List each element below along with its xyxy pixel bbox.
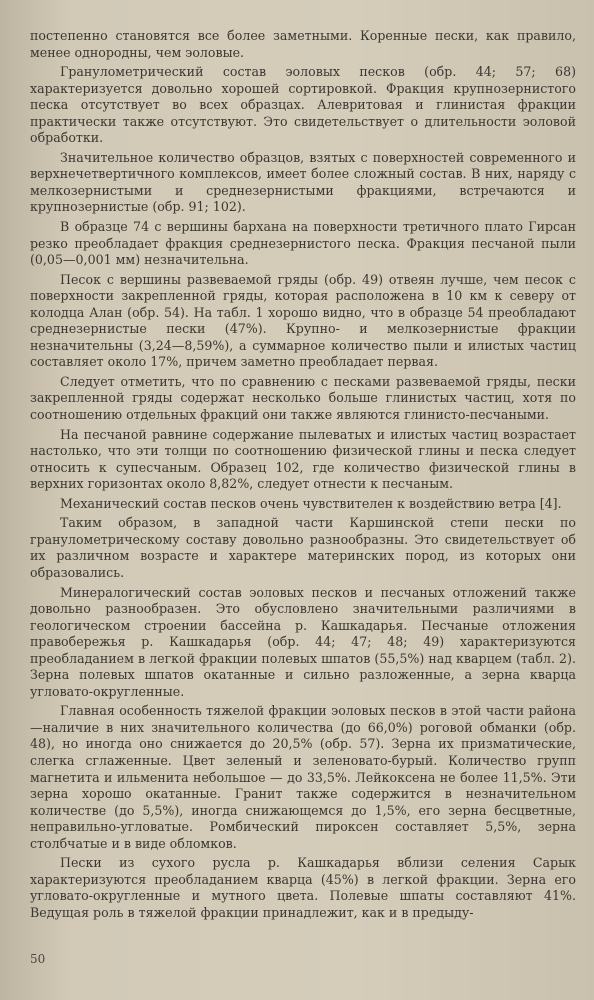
paragraph: На песчаной равнине содержание пылеватых и илистых частиц возрастает настолько, что эти толщи по соотношению физической глины и песка следует относить к супесчаным. Образец 102, где количество физической глины в верхних горизонтах около 8,82%, следует отнести к песчаным. [30,426,576,492]
paragraph: Минералогический состав эоловых песков и песчаных отложений также довольно разнообразен. Это обусловлено значительными различиями в геологическом строении бассейна р. Кашкадарья. Песчаные отложения правобережья р. Кашкадарья (обр. 44; 47; 48; 49) характеризуются преобладанием в легкой фракции полевых шпатов (55,5%) над кварцем (табл. 2). Зерна полевых шпатов окатанные и сильно разложенные, а зерна кварца угловато-округленные. [30,584,576,699]
paragraph: Механический состав песков очень чувствителен к воздействию ветра [4]. [60,495,562,511]
paragraph: Главная особенность тяжелой фракции эоловых песков в этой части района—наличие в них значительного количества (до 66,0%) роговой обманки (обр. 48), но иногда оно снижается до 20,5% (обр. 57). Зерна их призматические, слегка сглаженные. Цвет зеленый и зеленовато-бурый. Количество групп магнетита и ильменита небольшое — до 33,5%. Лейкоксена не более 11,5%. Эти зерна хорошо окатанные. Гранит также содержится в незначительном количестве (до 5,5%), иногда снижающемся до 1,5%, его зерна бесцветные, неправильно-угловатые. Ромбический пироксен составляет 5,5%, зерна столбчатые и в виде обломков. [30,703,576,851]
page-body-text [30,28,576,921]
page-number: 50 [30,952,46,966]
paragraph: Таким образом, в западной части Каршинской степи пески по гранулометрическому составу довольно разнообразны. Это свидетельствует об их различном возрасте и характере материнских пород, из которых они образовались. [30,515,576,580]
paragraph: Пески из сухого русла р. Кашкадарья вблизи селения Сарык характеризуются преобладанием кварца (45%) в легкой фракции. Зерна его угловато-округленные и мутного цвета. Полевые шпаты составляют 41%. Ведущая роль в тяжелой фракции принадлежит, как и в предыду- [30,855,576,920]
paragraph: Песок с вершины развеваемой гряды (обр. 49) отвеян лучше, чем песок с поверхности закрепленной гряды, которая расположена в 10 км к северу от колодца Алан (обр. 54). На табл. 1 хорошо видно, что в образце 54 преобладают среднезернистые пески (47%). Крупно- и мелкозернистые фракции незначительны (3,24—8,59%), а суммарное количество пыли и илистых частиц составляет около 17%, причем заметно преобладает первая. [30,271,576,370]
paragraph: Следует отметить, что по сравнению с песками развеваемой гряды, пески закрепленной гряды содержат несколько больше глинистых частиц, хотя по соотношению отдельных фракций они также являются глинисто-песчаными. [30,373,576,423]
paragraph: Значительное количество образцов, взятых с поверхностей современного и верхнечетвертичного комплексов, имеет более сложный состав. В них, наряду с мелкозернистыми и среднезернистыми фракциями, встречаются и крупнозернистые (обр. 91; 102). [30,149,576,215]
paragraph: В образце 74 с вершины бархана на поверхности третичного плато Гирсан резко преобладает фракция среднезернистого песка. Фракция песчаной пыли (0,05—0,001 мм) незначительна. [30,219,576,268]
paragraph: Гранулометрический состав эоловых песков (обр. 44; 57; 68) характеризуется довольно хорошей сортировкой. Фракция крупнозернистого песка отсутствует во всех образцах. Алевритовая и глинистая фракции практически также отсутствуют. Это свидетельствует о длительности эоловой обработки. [30,64,576,146]
paragraph: постепенно становятся все более заметными. Коренные пески, как правило, менее однородны, чем эоловые. [30,28,576,60]
